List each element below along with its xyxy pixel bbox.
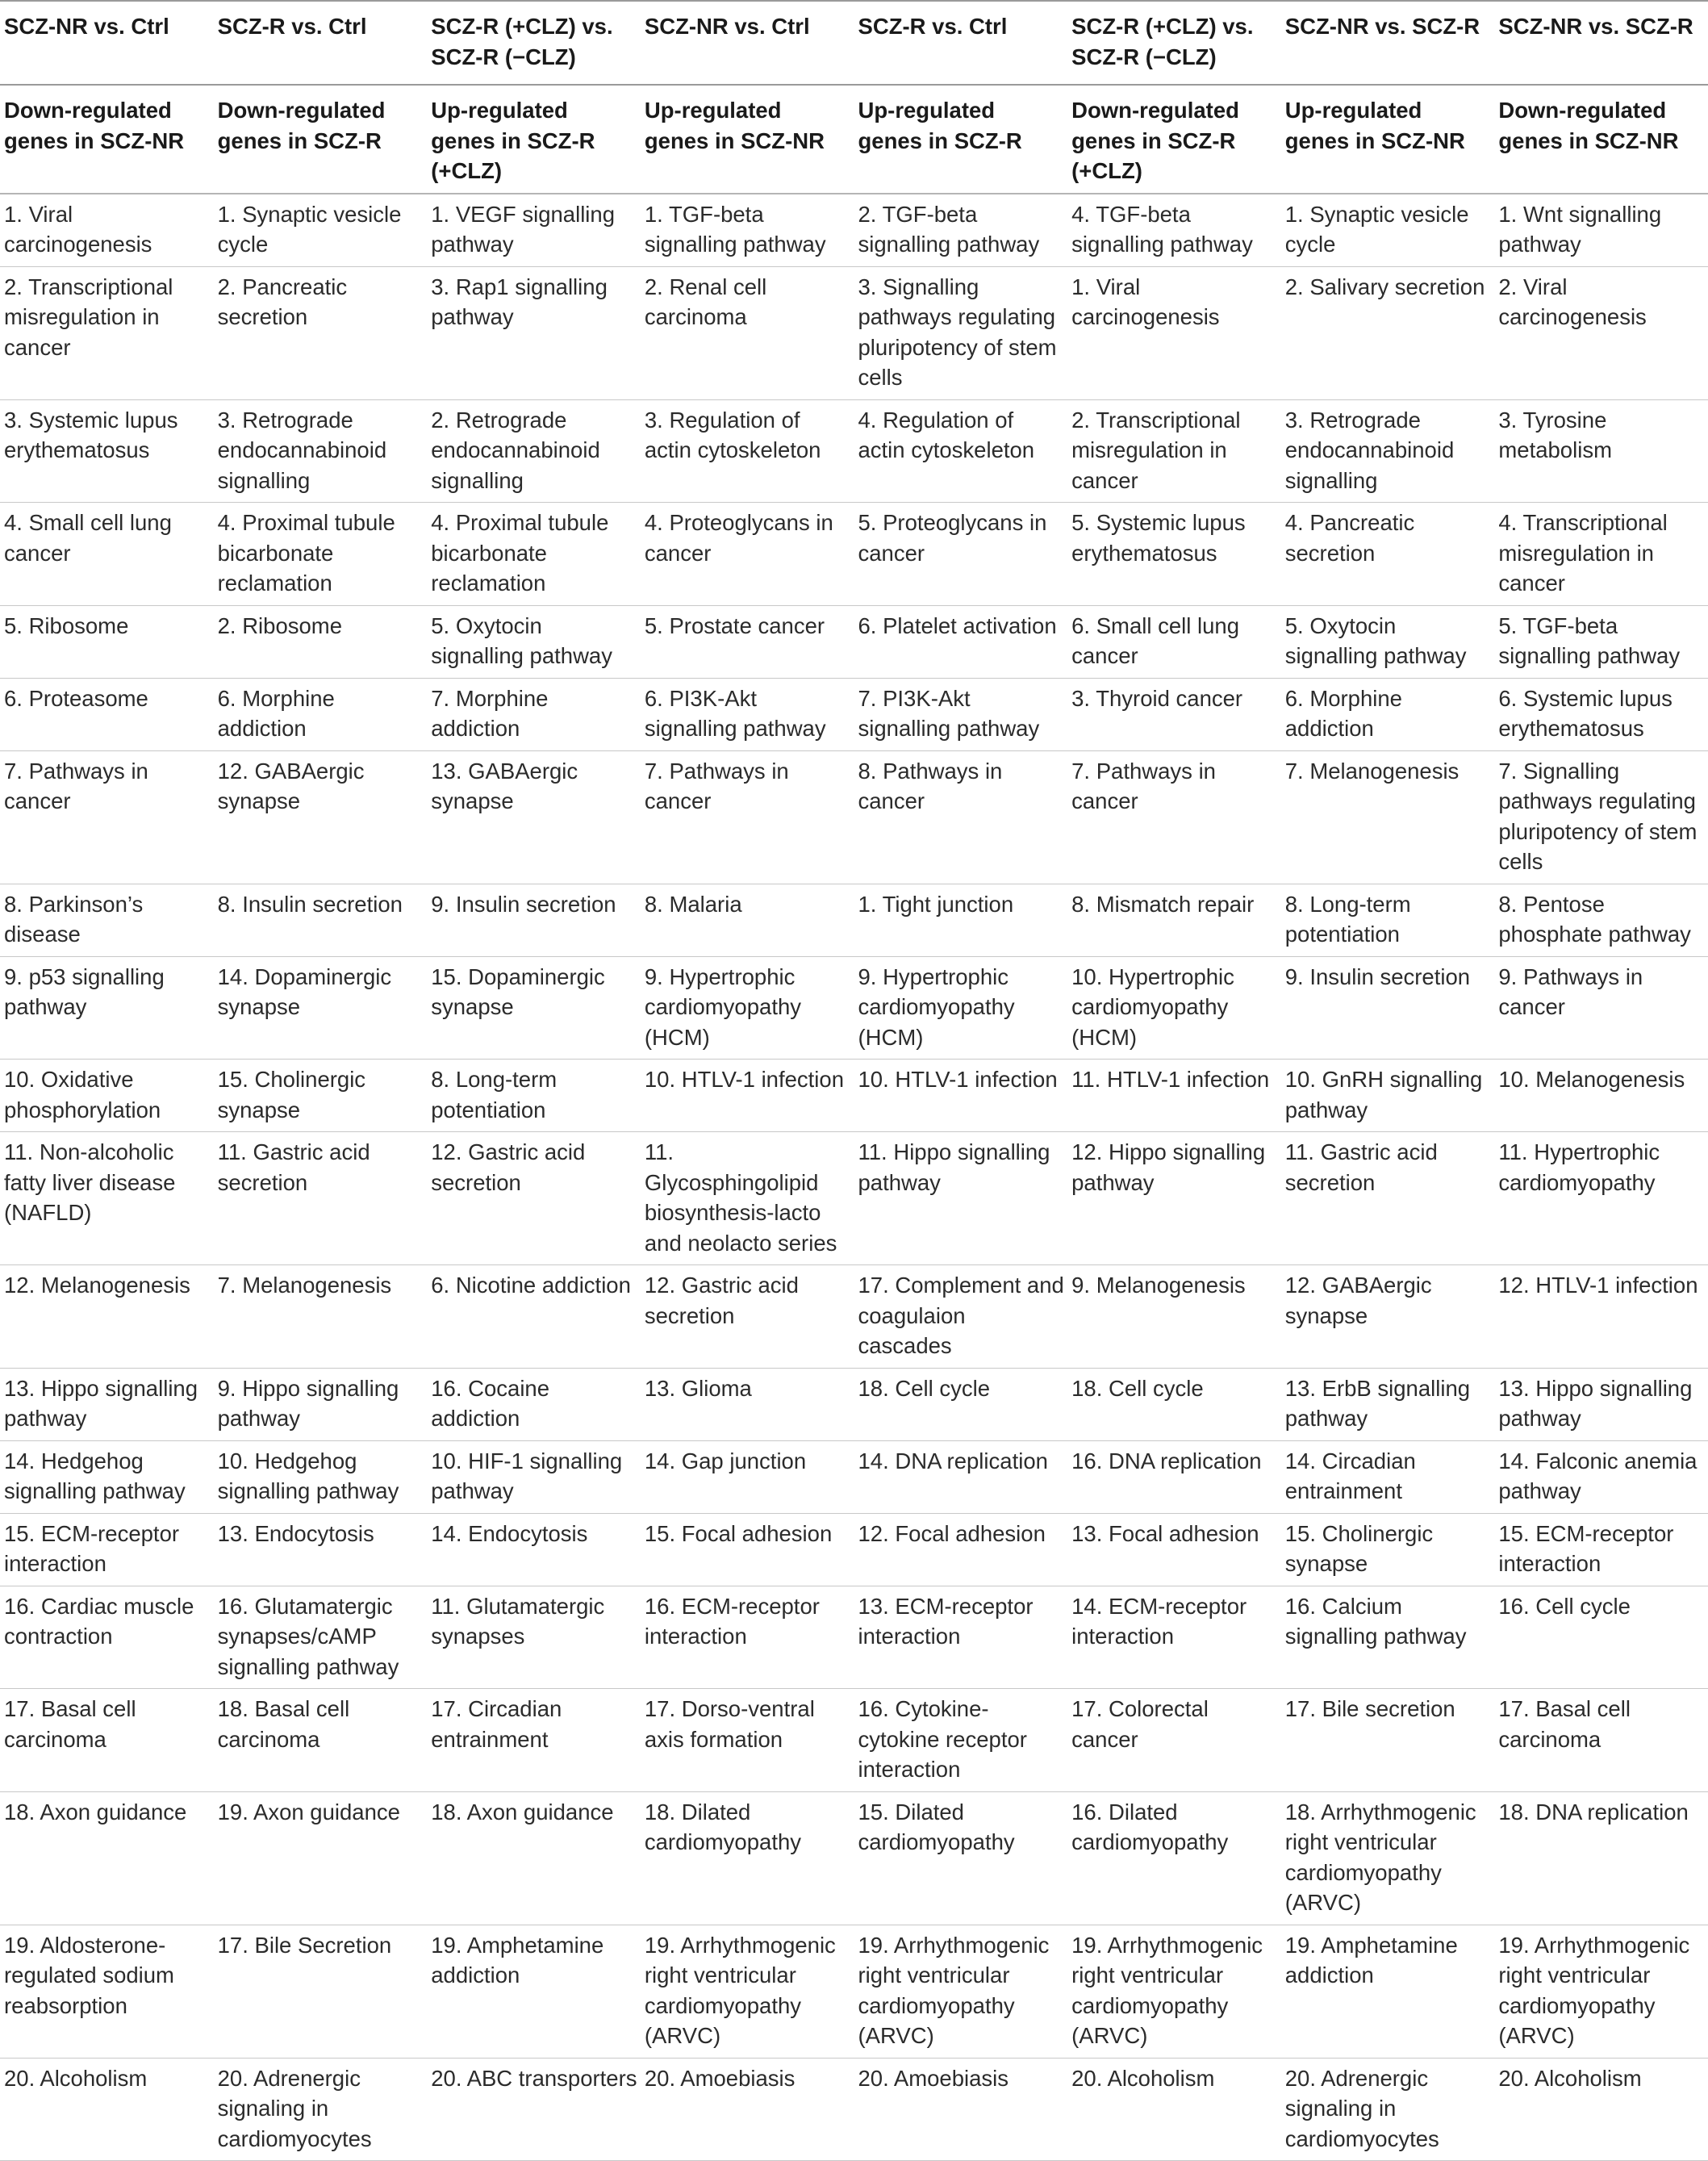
table-cell: 18. DNA replication bbox=[1498, 1799, 1689, 1825]
table-cell: 5. TGF-beta signalling pathway bbox=[1498, 612, 1681, 668]
table-row bbox=[0, 1440, 1708, 1513]
table-cell: 1. Tight junction bbox=[858, 891, 1014, 917]
table-cell: 14. ECM-receptor interaction bbox=[1071, 1593, 1247, 1649]
column-subheader: Down-regulated genes in SCZ-R bbox=[217, 98, 386, 153]
column-header: SCZ-NR vs. Ctrl bbox=[4, 14, 169, 39]
table-cell: 18. Arrhythmogenic right ventricular cardiomyopathy (ARVC) bbox=[1284, 1799, 1476, 1915]
table-row bbox=[0, 266, 1708, 399]
table-cell: 10. Hedgehog signalling pathway bbox=[217, 1448, 399, 1503]
table-cell: 8. Pentose phosphate pathway bbox=[1498, 891, 1691, 947]
table-cell: 2. Pancreatic secretion bbox=[217, 274, 348, 329]
regulation-header-row bbox=[0, 85, 1708, 194]
table-cell: 1. Synaptic vesicle cycle bbox=[1284, 201, 1469, 257]
column-subheader: Up-regulated genes in SCZ-NR bbox=[1284, 98, 1465, 153]
table-cell: 11. Hippo signalling pathway bbox=[858, 1139, 1050, 1195]
table-cell: 12. Gastric acid secretion bbox=[644, 1273, 799, 1328]
table-cell: 16. DNA replication bbox=[1071, 1448, 1262, 1473]
table-cell: 10. HIF-1 signalling pathway bbox=[431, 1448, 623, 1503]
table-cell: 9. Hippo signalling pathway bbox=[217, 1375, 399, 1431]
table-cell: 13. Hippo signalling pathway bbox=[1498, 1375, 1693, 1431]
table-cell: 8. Mismatch repair bbox=[1071, 891, 1255, 917]
table-row bbox=[0, 1689, 1708, 1792]
column-header: SCZ-NR vs. SCZ-R bbox=[1498, 14, 1693, 39]
table-cell: 1. Viral carcinogenesis bbox=[4, 201, 152, 257]
table-cell: 14. Circadian entrainment bbox=[1284, 1448, 1416, 1503]
table-cell: 11. Gastric acid secretion bbox=[217, 1139, 370, 1195]
table-cell: 9. p53 signalling pathway bbox=[4, 963, 165, 1019]
table-cell: 8. Long-term potentiation bbox=[1284, 891, 1411, 947]
table-cell: 11. HTLV-1 infection bbox=[1071, 1067, 1270, 1092]
table-row bbox=[0, 1513, 1708, 1586]
table-cell: 1. TGF-beta signalling pathway bbox=[644, 201, 826, 257]
table-cell: 6. PI3K-Akt signalling pathway bbox=[644, 685, 826, 741]
table-row bbox=[0, 678, 1708, 750]
table-cell: 19. Aldosterone-regulated sodium reabsorption bbox=[4, 1932, 174, 2018]
table-cell: 20. Alcoholism bbox=[1498, 2065, 1642, 2091]
table-cell: 16. Glutamatergic synapses/cAMP signalling pathway bbox=[217, 1593, 399, 1679]
table-cell: 20. Adrenergic signaling in cardiomyocytes bbox=[1284, 2065, 1439, 2151]
table-cell: 4. Proximal tubule bicarbonate reclamation bbox=[431, 510, 609, 596]
column-header: SCZ-R vs. Ctrl bbox=[858, 14, 1008, 39]
table-cell: 3. Thyroid cancer bbox=[1071, 685, 1243, 711]
table-cell: 5. Ribosome bbox=[4, 612, 129, 638]
table-cell: 13. ECM-receptor interaction bbox=[858, 1593, 1034, 1649]
table-row bbox=[0, 503, 1708, 606]
table-cell: 16. Calcium signalling pathway bbox=[1284, 1593, 1467, 1649]
table-cell: 8. Pathways in cancer bbox=[858, 758, 1003, 813]
table-cell: 6. Morphine addiction bbox=[1284, 685, 1402, 741]
table-cell: 9. Pathways in cancer bbox=[1498, 963, 1643, 1019]
column-header: SCZ-R (+CLZ) vs. SCZ-R (−CLZ) bbox=[431, 14, 613, 69]
table-cell: 4. Regulation of actin cytoskeleton bbox=[858, 407, 1035, 462]
table-cell: 20. Alcoholism bbox=[4, 2065, 148, 2091]
table-cell: 12. Hippo signalling pathway bbox=[1071, 1139, 1266, 1195]
table-cell: 3. Tyrosine metabolism bbox=[1498, 407, 1612, 462]
table-cell: 19. Amphetamine addiction bbox=[1284, 1932, 1458, 1988]
table-cell: 6. Nicotine addiction bbox=[431, 1273, 631, 1298]
table-cell: 13. Hippo signalling pathway bbox=[4, 1375, 198, 1431]
table-cell: 7. Pathways in cancer bbox=[1071, 758, 1216, 813]
table-cell: 3. Rap1 signalling pathway bbox=[431, 274, 608, 329]
table-row bbox=[0, 1925, 1708, 2058]
table-cell: 18. Cell cycle bbox=[858, 1375, 991, 1401]
table-cell: 20. Amoebiasis bbox=[858, 2065, 1009, 2091]
table-cell: 13. Glioma bbox=[644, 1375, 752, 1401]
table-cell: 5. Proteoglycans in cancer bbox=[858, 510, 1047, 566]
table-cell: 14. Falconic anemia pathway bbox=[1498, 1448, 1698, 1503]
table-row bbox=[0, 1368, 1708, 1440]
table-cell: 20. Adrenergic signaling in cardiomyocytes bbox=[217, 2065, 372, 2151]
table-row bbox=[0, 1060, 1708, 1132]
table-cell: 18. Dilated cardiomyopathy bbox=[644, 1799, 801, 1854]
table-cell: 2. Retrograde endocannabinoid signalling bbox=[431, 407, 600, 493]
table-cell: 11. Non-alcoholic fatty liver disease (NAFLD) bbox=[4, 1139, 176, 1225]
table-cell: 4. Small cell lung cancer bbox=[4, 510, 172, 566]
table-cell: 8. Malaria bbox=[644, 891, 742, 917]
table-cell: 6. Small cell lung cancer bbox=[1071, 612, 1239, 668]
table-cell: 15. Cholinergic synapse bbox=[217, 1067, 366, 1122]
table-cell: 17. Complement and coagulaion cascades bbox=[858, 1273, 1064, 1358]
table-row bbox=[0, 1586, 1708, 1689]
table-cell: 5. Oxytocin signalling pathway bbox=[431, 612, 612, 668]
table-row bbox=[0, 605, 1708, 678]
column-subheader: Down-regulated genes in SCZ-R (+CLZ) bbox=[1071, 98, 1239, 183]
table-cell: 17. Colorectal cancer bbox=[1071, 1696, 1209, 1752]
column-subheader: Up-regulated genes in SCZ-NR bbox=[644, 98, 825, 153]
table-cell: 4. Pancreatic secretion bbox=[1284, 510, 1415, 566]
table-cell: 12. Focal adhesion bbox=[858, 1520, 1046, 1546]
column-subheader: Up-regulated genes in SCZ-R (+CLZ) bbox=[431, 98, 595, 183]
table-row bbox=[0, 399, 1708, 503]
table-cell: 1. Synaptic vesicle cycle bbox=[217, 201, 402, 257]
table-cell: 16. ECM-receptor interaction bbox=[644, 1593, 820, 1649]
table-cell: 17. Bile Secretion bbox=[217, 1932, 392, 1958]
table-cell: 2. Transcriptional misregulation in cancer bbox=[1071, 407, 1241, 493]
table-cell: 11. Gastric acid secretion bbox=[1284, 1139, 1438, 1195]
table-cell: 16. Dilated cardiomyopathy bbox=[1071, 1799, 1229, 1854]
column-header: SCZ-NR vs. SCZ-R bbox=[1284, 14, 1480, 39]
table-cell: 6. Proteasome bbox=[4, 685, 148, 711]
table-cell: 4. Transcriptional misregulation in cancer bbox=[1498, 510, 1668, 596]
table-row bbox=[0, 2058, 1708, 2161]
table-cell: 17. Dorso-ventral axis formation bbox=[644, 1696, 815, 1752]
table-row bbox=[0, 750, 1708, 884]
table-cell: 9. Melanogenesis bbox=[1071, 1273, 1246, 1298]
table-cell: 2. TGF-beta signalling pathway bbox=[858, 201, 1040, 257]
table-cell: 3. Retrograde endocannabinoid signalling bbox=[217, 407, 387, 493]
table-cell: 12. HTLV-1 infection bbox=[1498, 1273, 1698, 1298]
table-cell: 7. Signalling pathways regulating pluripotency of stem cells bbox=[1498, 758, 1698, 874]
table-cell: 15. Focal adhesion bbox=[644, 1520, 833, 1546]
table-cell: 10. HTLV-1 infection bbox=[644, 1067, 844, 1092]
table-cell: 10. GnRH signalling pathway bbox=[1284, 1067, 1483, 1122]
table-cell: 1. Wnt signalling pathway bbox=[1498, 201, 1662, 257]
table-cell: 13. GABAergic synapse bbox=[431, 758, 578, 813]
table-cell: 3. Systemic lupus erythematosus bbox=[4, 407, 178, 462]
table-cell: 18. Cell cycle bbox=[1071, 1375, 1204, 1401]
table-cell: 8. Insulin secretion bbox=[217, 891, 403, 917]
table-cell: 12. Melanogenesis bbox=[4, 1273, 190, 1298]
table-row bbox=[0, 956, 1708, 1060]
table-cell: 2. Renal cell carcinoma bbox=[644, 274, 767, 329]
comparison-header-row bbox=[0, 1, 1708, 85]
table-cell: 19. Arrhythmogenic right ventricular cardiomyopathy (ARVC) bbox=[858, 1932, 1050, 2048]
table-cell: 4. Proximal tubule bicarbonate reclamation bbox=[217, 510, 395, 596]
table-cell: 10. Melanogenesis bbox=[1498, 1067, 1685, 1092]
table-cell: 15. Cholinergic synapse bbox=[1284, 1520, 1434, 1576]
table-cell: 7. Melanogenesis bbox=[217, 1273, 392, 1298]
table-row bbox=[0, 884, 1708, 956]
table-cell: 19. Axon guidance bbox=[217, 1799, 400, 1825]
table-cell: 14. Endocytosis bbox=[431, 1520, 588, 1546]
table-cell: 10. HTLV-1 infection bbox=[858, 1067, 1058, 1092]
table-cell: 6. Systemic lupus erythematosus bbox=[1498, 685, 1673, 741]
table-cell: 4. TGF-beta signalling pathway bbox=[1071, 201, 1253, 257]
table-cell: 19. Arrhythmogenic right ventricular cardiomyopathy (ARVC) bbox=[644, 1932, 836, 2048]
table-cell: 8. Long-term potentiation bbox=[431, 1067, 558, 1122]
table-cell: 16. Cytokine-cytokine receptor interaction bbox=[858, 1696, 1027, 1782]
table-cell: 12. Gastric acid secretion bbox=[431, 1139, 586, 1195]
table-cell: 9. Hypertrophic cardiomyopathy (HCM) bbox=[858, 963, 1015, 1050]
table-cell: 6. Morphine addiction bbox=[217, 685, 335, 741]
table-cell: 20. Amoebiasis bbox=[644, 2065, 796, 2091]
table-row bbox=[0, 1791, 1708, 1925]
table-cell: 7. Pathways in cancer bbox=[4, 758, 148, 813]
table-cell: 19. Arrhythmogenic right ventricular cardiomyopathy (ARVC) bbox=[1071, 1932, 1263, 2048]
table-cell: 19. Amphetamine addiction bbox=[431, 1932, 604, 1988]
column-header: SCZ-R (+CLZ) vs. SCZ-R (−CLZ) bbox=[1071, 14, 1254, 69]
table-cell: 11. Glycosphingolipid biosynthesis-lacto and neolacto series bbox=[644, 1139, 837, 1256]
table-cell: 3. Signalling pathways regulating pluripotency of stem cells bbox=[858, 274, 1057, 390]
table-cell: 9. Hypertrophic cardiomyopathy (HCM) bbox=[644, 963, 801, 1050]
table-cell: 3. Regulation of actin cytoskeleton bbox=[644, 407, 821, 462]
table-cell: 10. Oxidative phosphorylation bbox=[4, 1067, 161, 1122]
table-cell: 14. Gap junction bbox=[644, 1448, 807, 1473]
table-cell: 20. ABC transporters bbox=[431, 2065, 637, 2091]
column-header: SCZ-NR vs. Ctrl bbox=[644, 14, 810, 39]
table-cell: 16. Cell cycle bbox=[1498, 1593, 1631, 1619]
table-cell: 18. Axon guidance bbox=[4, 1799, 187, 1825]
table-cell: 2. Ribosome bbox=[217, 612, 343, 638]
table-cell: 2. Viral carcinogenesis bbox=[1498, 274, 1647, 329]
table-cell: 13. Focal adhesion bbox=[1071, 1520, 1259, 1546]
table-cell: 9. Insulin secretion bbox=[431, 891, 616, 917]
table-cell: 15. ECM-receptor interaction bbox=[1498, 1520, 1674, 1576]
table-cell: 5. Oxytocin signalling pathway bbox=[1284, 612, 1467, 668]
column-subheader: Down-regulated genes in SCZ-NR bbox=[4, 98, 185, 153]
table-cell: 12. GABAergic synapse bbox=[217, 758, 365, 813]
table-cell: 10. Hypertrophic cardiomyopathy (HCM) bbox=[1071, 963, 1234, 1050]
table-cell: 4. Proteoglycans in cancer bbox=[644, 510, 833, 566]
table-cell: 17. Bile secretion bbox=[1284, 1696, 1455, 1721]
column-subheader: Down-regulated genes in SCZ-NR bbox=[1498, 98, 1679, 153]
table-cell: 18. Basal cell carcinoma bbox=[217, 1696, 350, 1752]
table-cell: 17. Basal cell carcinoma bbox=[4, 1696, 136, 1752]
table-cell: 5. Prostate cancer bbox=[644, 612, 825, 638]
table-cell: 11. Glutamatergic synapses bbox=[431, 1593, 605, 1649]
table-cell: 20. Alcoholism bbox=[1071, 2065, 1215, 2091]
table-cell: 17. Circadian entrainment bbox=[431, 1696, 562, 1752]
table-body bbox=[0, 194, 1708, 2161]
table-cell: 8. Parkinson’s disease bbox=[4, 891, 144, 947]
table-cell: 17. Basal cell carcinoma bbox=[1498, 1696, 1631, 1752]
table-row bbox=[0, 194, 1708, 267]
table-cell: 6. Platelet activation bbox=[858, 612, 1057, 638]
table-cell: 2. Transcriptional misregulation in cancer bbox=[4, 274, 173, 360]
table-head bbox=[0, 1, 1708, 194]
column-subheader: Up-regulated genes in SCZ-R bbox=[858, 98, 1022, 153]
table-cell: 7. Morphine addiction bbox=[431, 685, 549, 741]
table-row bbox=[0, 1265, 1708, 1369]
table-cell: 11. Hypertrophic cardiomyopathy bbox=[1498, 1139, 1660, 1195]
table-cell: 12. GABAergic synapse bbox=[1284, 1273, 1432, 1328]
table-cell: 9. Insulin secretion bbox=[1284, 963, 1471, 989]
table-cell: 15. Dopaminergic synapse bbox=[431, 963, 605, 1019]
table-cell: 13. ErbB signalling pathway bbox=[1284, 1375, 1471, 1431]
table-cell: 18. Axon guidance bbox=[431, 1799, 614, 1825]
table-cell: 16. Cocaine addiction bbox=[431, 1375, 550, 1431]
table-cell: 15. ECM-receptor interaction bbox=[4, 1520, 180, 1576]
table-cell: 7. Pathways in cancer bbox=[644, 758, 789, 813]
table-cell: 13. Endocytosis bbox=[217, 1520, 374, 1546]
table-cell: 19. Arrhythmogenic right ventricular cardiomyopathy (ARVC) bbox=[1498, 1932, 1690, 2048]
table-cell: 2. Salivary secretion bbox=[1284, 274, 1485, 299]
table-cell: 7. PI3K-Akt signalling pathway bbox=[858, 685, 1040, 741]
table-cell: 3. Retrograde endocannabinoid signalling bbox=[1284, 407, 1455, 493]
table-cell: 5. Systemic lupus erythematosus bbox=[1071, 510, 1246, 566]
table-cell: 14. Hedgehog signalling pathway bbox=[4, 1448, 186, 1503]
table-row bbox=[0, 1132, 1708, 1265]
table-cell: 14. DNA replication bbox=[858, 1448, 1048, 1473]
table-cell: 1. VEGF signalling pathway bbox=[431, 201, 615, 257]
table-cell: 15. Dilated cardiomyopathy bbox=[858, 1799, 1015, 1854]
table-cell: 14. Dopaminergic synapse bbox=[217, 963, 392, 1019]
table-cell: 1. Viral carcinogenesis bbox=[1071, 274, 1220, 329]
table-cell: 7. Melanogenesis bbox=[1284, 758, 1460, 784]
column-header: SCZ-R vs. Ctrl bbox=[217, 14, 367, 39]
table-cell: 16. Cardiac muscle contraction bbox=[4, 1593, 194, 1649]
